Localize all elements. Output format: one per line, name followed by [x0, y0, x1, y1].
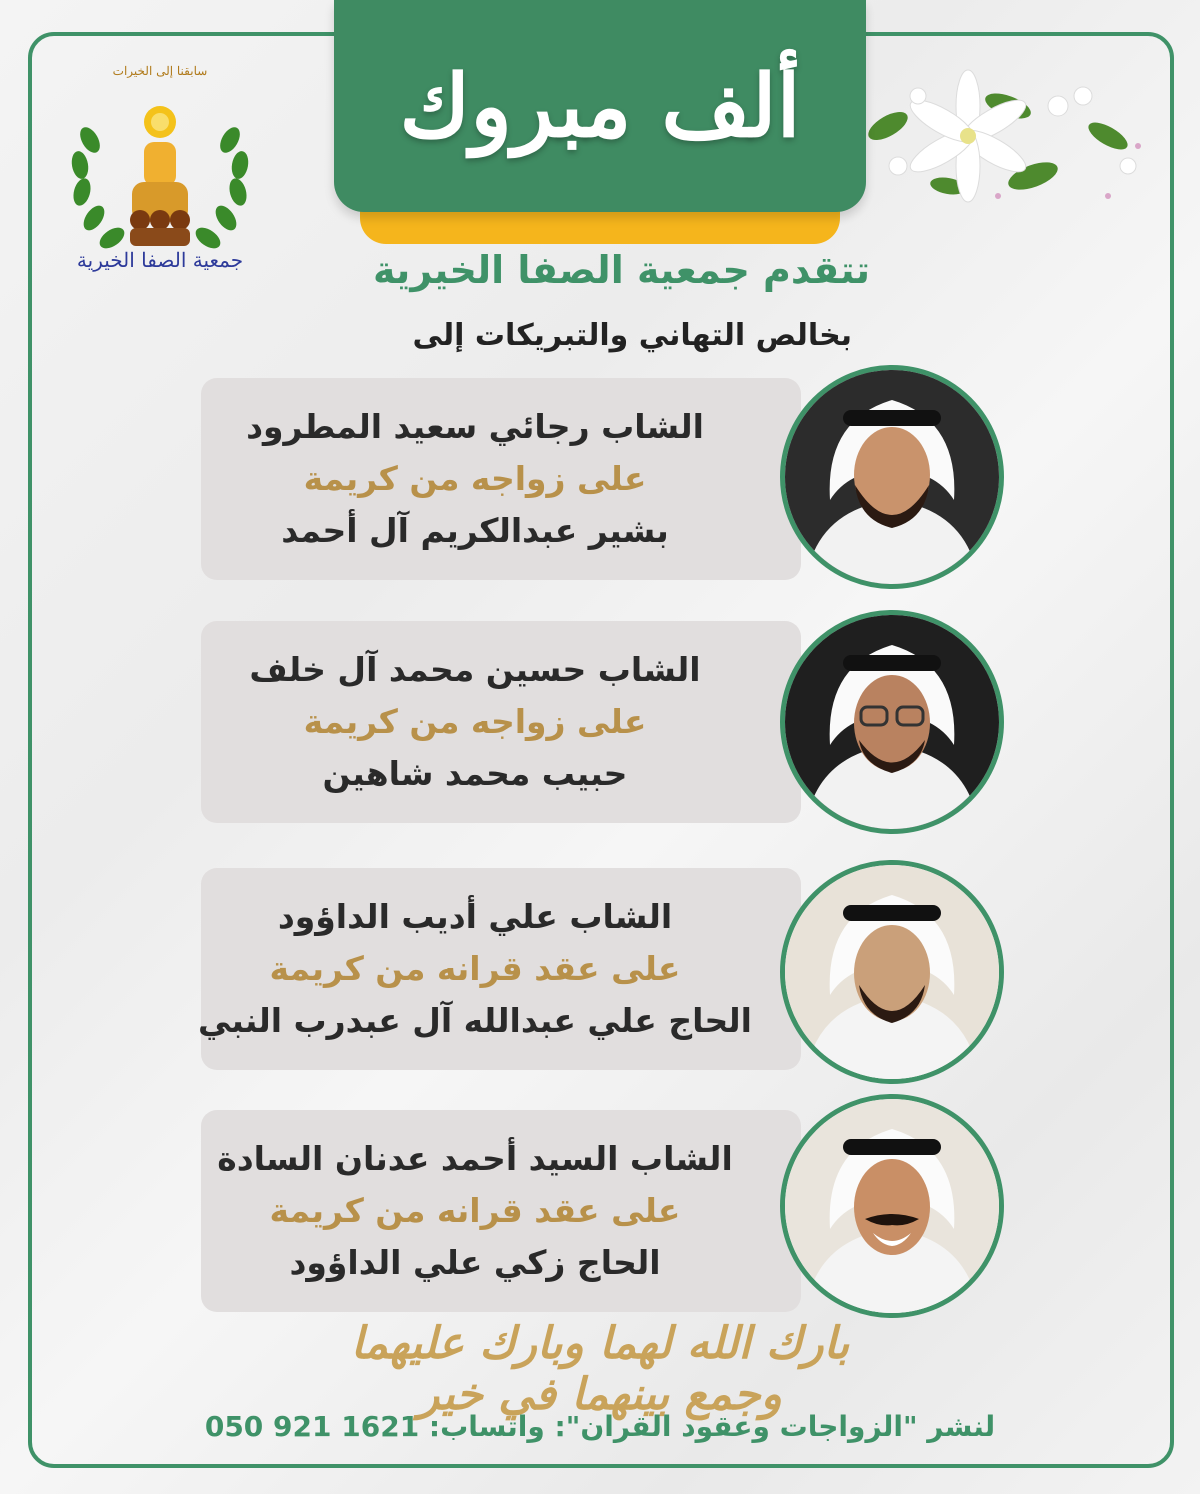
groom-name: الشاب السيد أحمد عدنان السادة — [217, 1139, 733, 1178]
groom-name: الشاب علي أديب الداؤود — [277, 897, 673, 936]
father-in-law-name: الحاج علي عبدالله آل عبدرب النبي — [198, 1001, 752, 1040]
congrats-card — [201, 378, 801, 580]
avatar — [780, 610, 1004, 834]
blessing-calligraphy: بارك الله لهما وبارك عليهما وجمع بينهما في خير — [350, 1318, 850, 1420]
title-banner — [334, 0, 866, 212]
headline: تتقدم جمعية الصفا الخيرية — [373, 248, 870, 292]
congrats-card — [198, 868, 801, 1070]
congrats-card — [201, 1110, 801, 1312]
flowers-decoration — [858, 66, 1158, 216]
banner-title: ألف مبروك — [399, 55, 801, 157]
person-portrait-icon — [785, 615, 999, 829]
logo-motto: سابقنا إلى الخيرات — [112, 64, 208, 78]
logo-caption: جمعية الصفا الخيرية — [76, 248, 244, 272]
occasion-text: على زواجه من كريمة — [303, 702, 647, 741]
person-portrait-icon — [785, 1099, 999, 1313]
groom-name: الشاب حسين محمد آل خلف — [249, 650, 701, 689]
occasion-text: على زواجه من كريمة — [303, 459, 647, 498]
subline: بخالص التهاني والتبريكات إلى — [412, 318, 852, 353]
father-in-law-name: الحاج زكي علي الداؤود — [289, 1243, 661, 1282]
congrats-card — [201, 621, 801, 823]
person-portrait-icon — [785, 865, 999, 1079]
occasion-text: على عقد قرانه من كريمة — [269, 1191, 681, 1230]
person-portrait-icon — [785, 370, 999, 584]
father-in-law-name: بشير عبدالكريم آل أحمد — [281, 511, 669, 550]
avatar — [780, 860, 1004, 1084]
groom-name: الشاب رجائي سعيد المطرود — [246, 407, 704, 446]
avatar — [780, 365, 1004, 589]
footer-contact: لنشر "الزواجات وعقود القران": واتساب: 1621 921 050 — [204, 1410, 996, 1443]
father-in-law-name: حبيب محمد شاهين — [322, 754, 628, 793]
occasion-text: على عقد قرانه من كريمة — [269, 949, 681, 988]
avatar — [780, 1094, 1004, 1318]
